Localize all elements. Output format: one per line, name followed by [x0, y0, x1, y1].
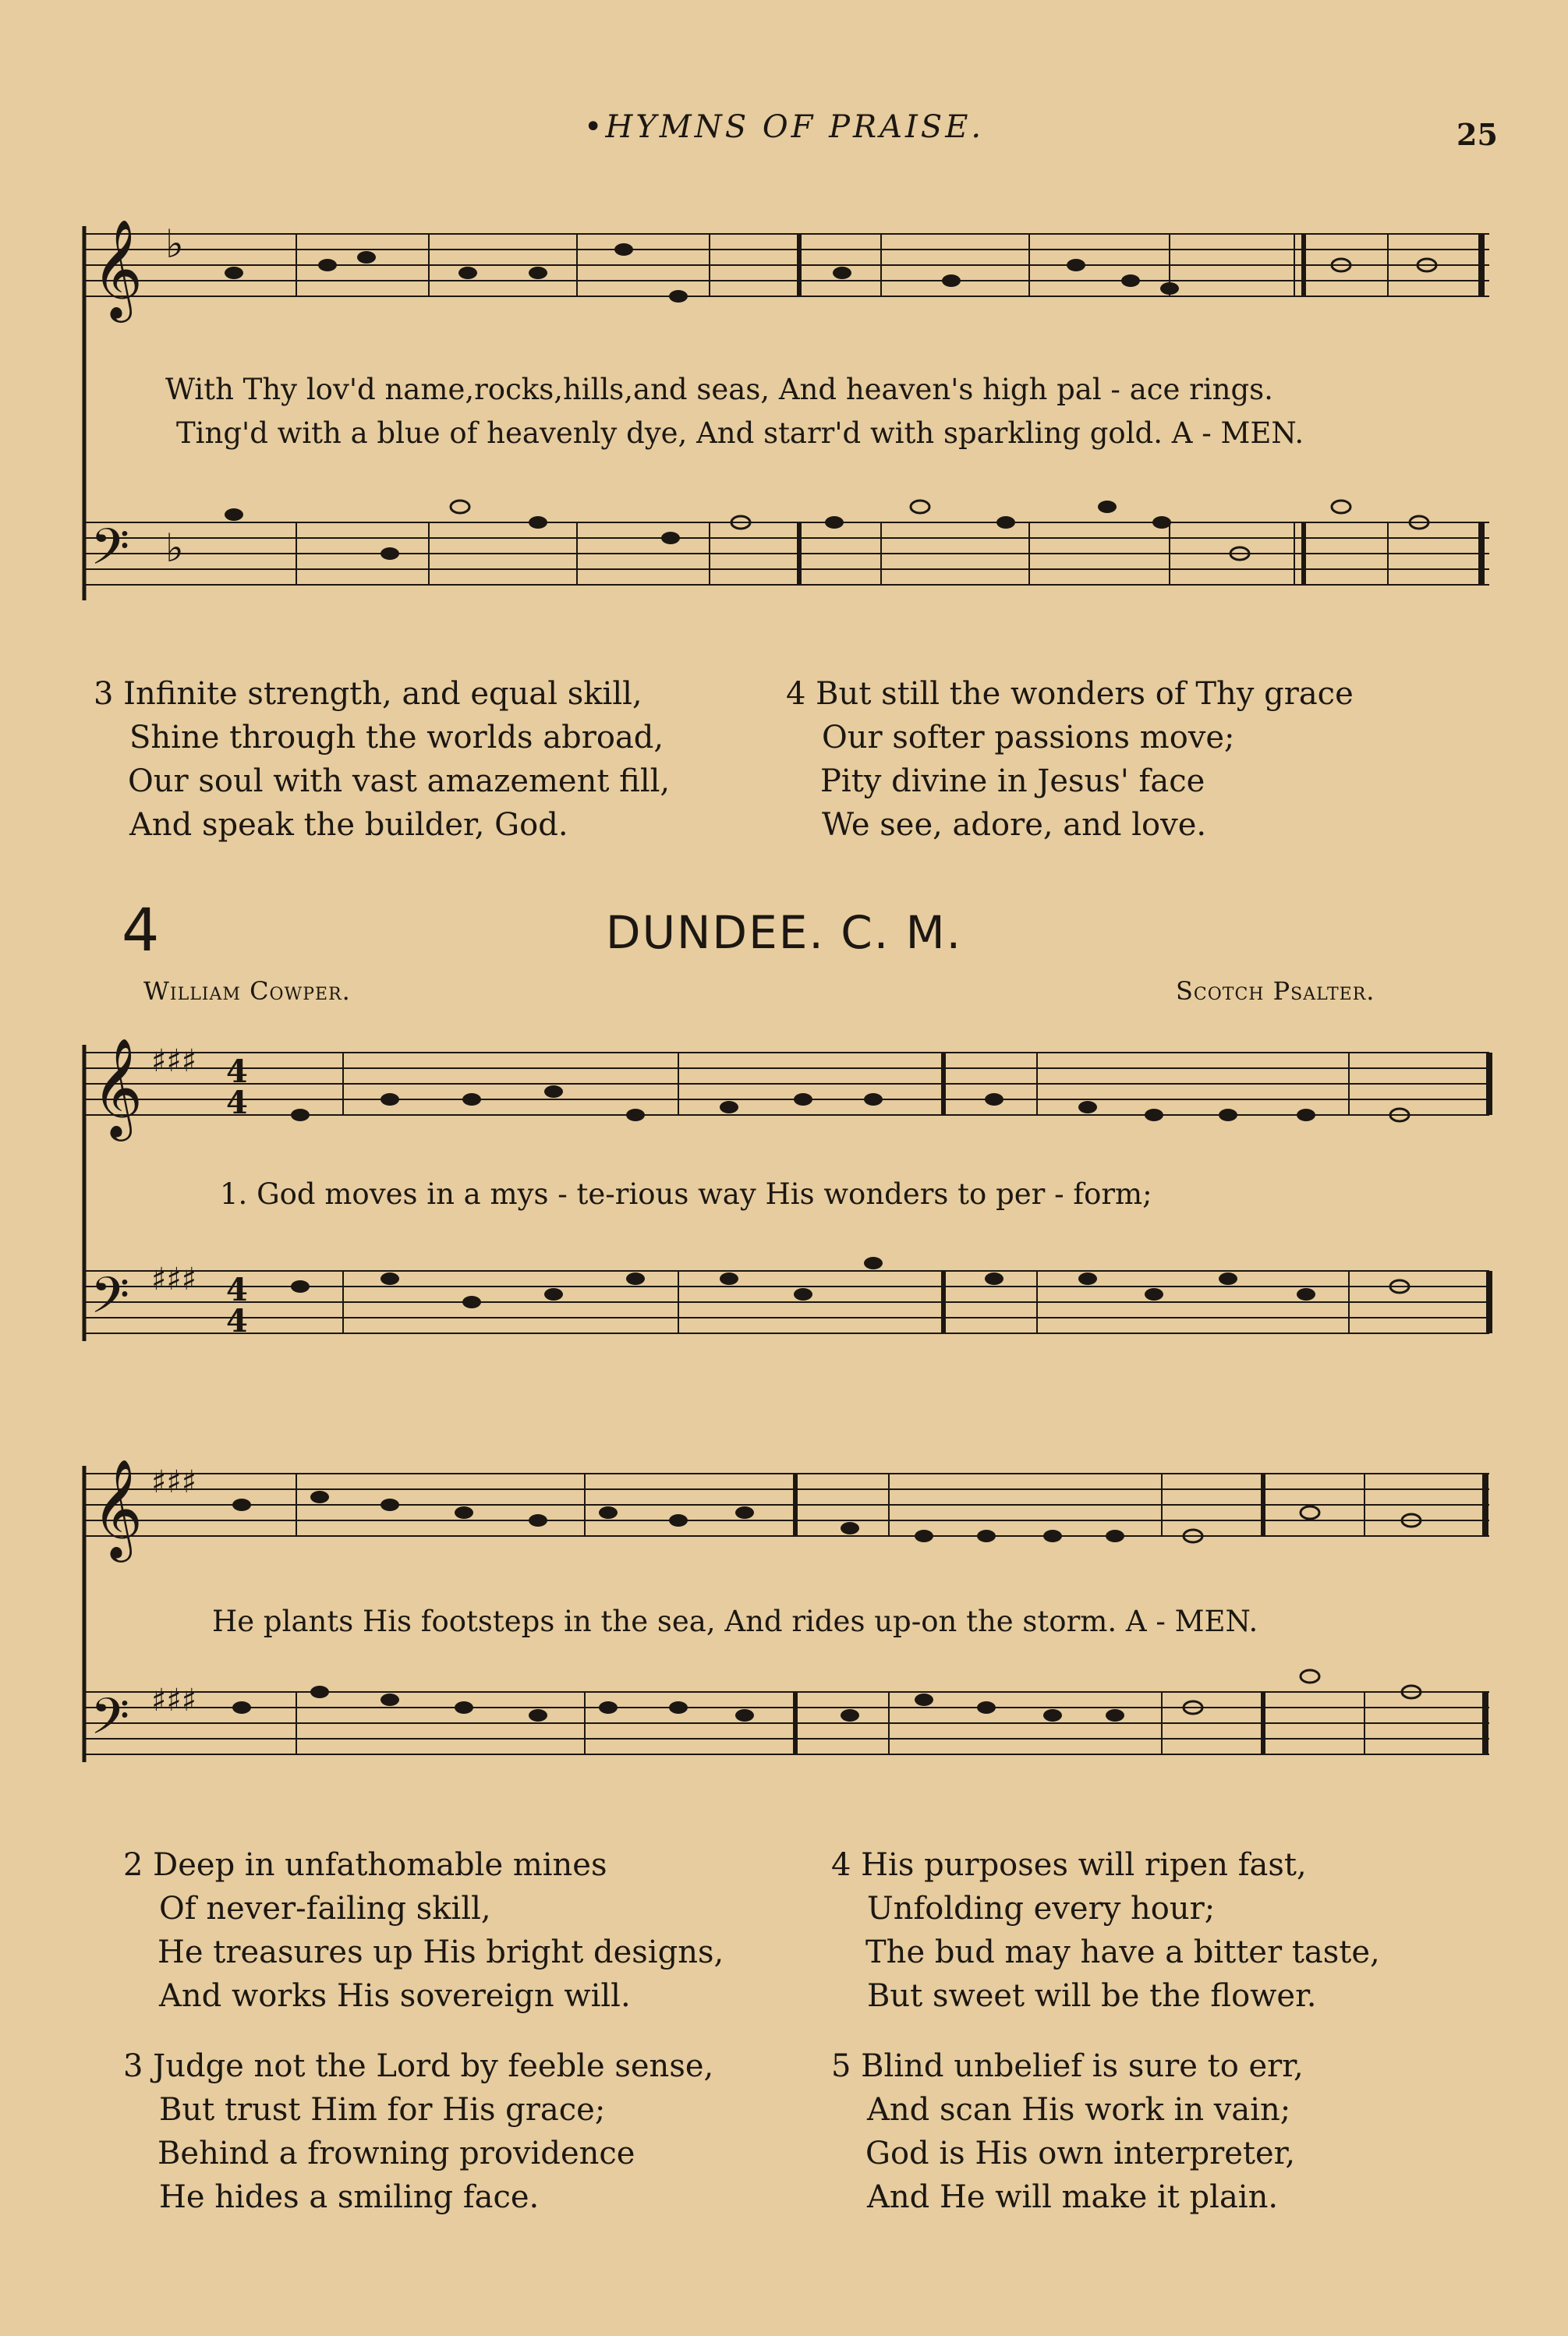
music-staff-treble-1 [0, 218, 1568, 327]
verse-3: 3 Infinite strength, and equal skill, Shine through the worlds abroad, Our soul with vast amazement fill, And speak the builder, God. [94, 676, 671, 843]
svg-text:𝄢: 𝄢 [90, 1267, 130, 1337]
svg-text:𝄞: 𝄞 [92, 218, 143, 318]
svg-text:𝄞: 𝄞 [92, 1458, 143, 1558]
dundee-lyric-line-2: He plants His footsteps in the sea, And rides up-on the storm. A - MEN. [212, 1605, 1258, 1638]
svg-text:𝄢: 𝄢 [90, 519, 130, 589]
hymn-number: 4 [122, 895, 160, 964]
running-title: •HYMNS OF PRAISE. [583, 109, 985, 145]
svg-text:♭: ♭ [165, 221, 184, 267]
author-credit: William Cowper. [143, 976, 351, 1006]
dundee-verse-4: 4 His purposes will ripen fast, Unfolding every hour; The bud may have a bitter taste, But sweet will be the flower. [831, 1847, 1380, 2014]
svg-text:♯♯♯: ♯♯♯ [151, 1262, 197, 1297]
music-staff-bass-1 [0, 515, 1568, 616]
dundee-verse-3: 3 Judge not the Lord by feeble sense, But trust Him for His grace; Behind a frowning providence He hides a smiling face. [123, 2048, 714, 2215]
verse-4: 4 But still the wonders of Thy grace Our softer passions move; Pity divine in Jesus' face We see, adore, and love. [786, 676, 1354, 843]
dundee-verse-2: 2 Deep in unfathomable mines Of never-failing skill, He treasures up His bright designs, And works His sovereign will. [123, 1847, 724, 2014]
tune-source: Scotch Psalter. [1176, 976, 1375, 1006]
lyric-line-2: Ting'd with a blue of heavenly dye, And starr'd with sparkling gold. A - MEN. [176, 416, 1304, 450]
page-number: 25 [1457, 117, 1498, 152]
svg-text:4: 4 [226, 1053, 248, 1090]
svg-text:♯♯♯: ♯♯♯ [151, 1464, 197, 1500]
dundee-lyric-line-1: 1. God moves in a mys - te-rious way His wonders to per - form; [220, 1177, 1152, 1211]
lyric-line-1: With Thy lov'd name,rocks,hills,and seas, And heaven's high pal - ace rings. [165, 373, 1273, 406]
svg-text:♯♯♯: ♯♯♯ [151, 1043, 197, 1079]
svg-text:♯♯♯: ♯♯♯ [151, 1683, 197, 1718]
svg-text:4: 4 [226, 1303, 248, 1340]
svg-text:𝄞: 𝄞 [92, 1037, 143, 1137]
dundee-verse-5: 5 Blind unbelief is sure to err, And scan His work in vain; God is His own interpreter, And He will make it plain. [831, 2048, 1304, 2215]
hymn-title: DUNDEE. C. M. [605, 906, 963, 959]
svg-text:4: 4 [226, 1272, 248, 1308]
svg-text:4: 4 [226, 1085, 248, 1121]
svg-text:𝄢: 𝄢 [90, 1688, 130, 1758]
svg-text:♭: ♭ [165, 526, 184, 571]
